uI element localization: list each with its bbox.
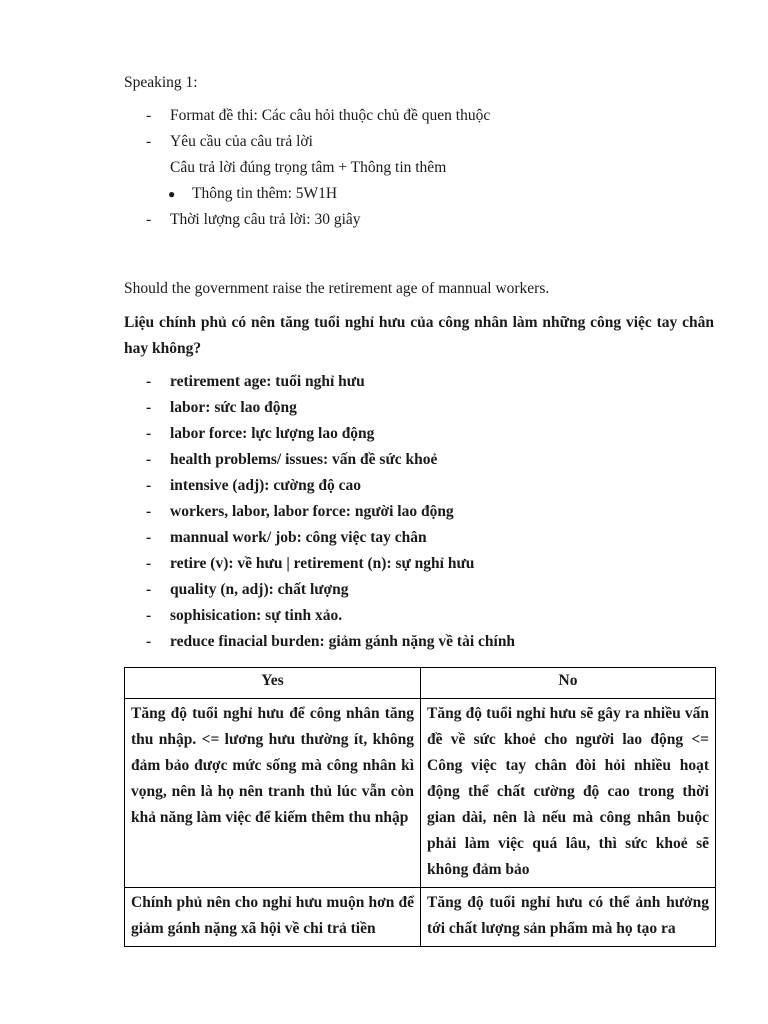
list-item-text: Format đề thi: Các câu hỏi thuộc chủ đề quen thuộc <box>170 107 491 124</box>
vocab-item-text: sophisication: sự tinh xảo. <box>170 607 343 624</box>
table-cell-no: Tăng độ tuổi nghỉ hưu có thể ảnh hưởng tới chất lượng sản phẩm mà họ tạo ra <box>421 888 716 947</box>
question-english: Should the government raise the retirement age of mannual workers. <box>124 280 550 297</box>
speaking-title: Speaking 1: <box>124 74 198 91</box>
vocab-item-text: mannual work/ job: công việc tay chân <box>170 529 427 546</box>
vocab-item-text: labor: sức lao động <box>170 399 297 416</box>
list-item-text: Thời lượng câu trả lời: 30 giây <box>170 211 361 228</box>
header-no: No <box>421 668 716 699</box>
list-item-text: Yêu cầu của câu trả lời <box>170 133 313 150</box>
table-cell-yes: Tăng độ tuổi nghỉ hưu để công nhân tăng thu nhập. <= lương hưu thường ít, không đảm bảo được mức sống mà công nhân kì vọng, nên là họ nên tranh thủ lúc vẫn còn khả năng làm việc để kiếm thêm thu nhập <box>125 699 421 888</box>
vocab-item-text: intensive (adj): cường độ cao <box>170 477 361 494</box>
table-row <box>125 699 716 888</box>
bullet-icon: ● <box>168 187 176 201</box>
vocab-item-text: retire (v): về hưu | retirement (n): sự nghỉ hưu <box>170 555 475 572</box>
table-cell-yes: Chính phủ nên cho nghỉ hưu muộn hơn để giảm gánh nặng xã hội về chi trả tiền <box>125 888 421 947</box>
header-yes: Yes <box>125 668 421 699</box>
vocab-item-text: quality (n, adj): chất lượng <box>170 581 349 598</box>
bullet-text: Thông tin thêm: 5W1H <box>192 185 338 202</box>
vocab-item-text: retirement age: tuổi nghỉ hưu <box>170 373 365 390</box>
list-sub-text: Câu trả lời đúng trọng tâm + Thông tin thêm <box>170 159 447 176</box>
yes-no-table <box>124 667 716 947</box>
table-cell-no: Tăng độ tuổi nghỉ hưu sẽ gây ra nhiều vấn đề về sức khoẻ cho người lao động <= Công việc tay chân đòi hỏi nhiều hoạt động thể chất cường độ cao trong thời gian dài, nên là nếu mà công nhân buộc phải làm việc quá lâu, thì sức khoẻ sẽ không đảm bảo <box>421 699 716 888</box>
vocab-item-text: workers, labor, labor force: người lao động <box>170 503 454 520</box>
vocab-item-text: labor force: lực lượng lao động <box>170 425 375 442</box>
question-vietnamese: Liệu chính phủ có nên tăng tuổi nghỉ hưu của công nhân làm những công việc tay chân hay không? <box>124 314 714 357</box>
vocab-item-text: reduce finacial burden: giảm gánh nặng về tài chính <box>170 633 516 650</box>
table-row <box>125 888 716 947</box>
vocab-item-text: health problems/ issues: vấn đề sức khoẻ <box>170 451 438 468</box>
table-header-row <box>125 668 716 699</box>
